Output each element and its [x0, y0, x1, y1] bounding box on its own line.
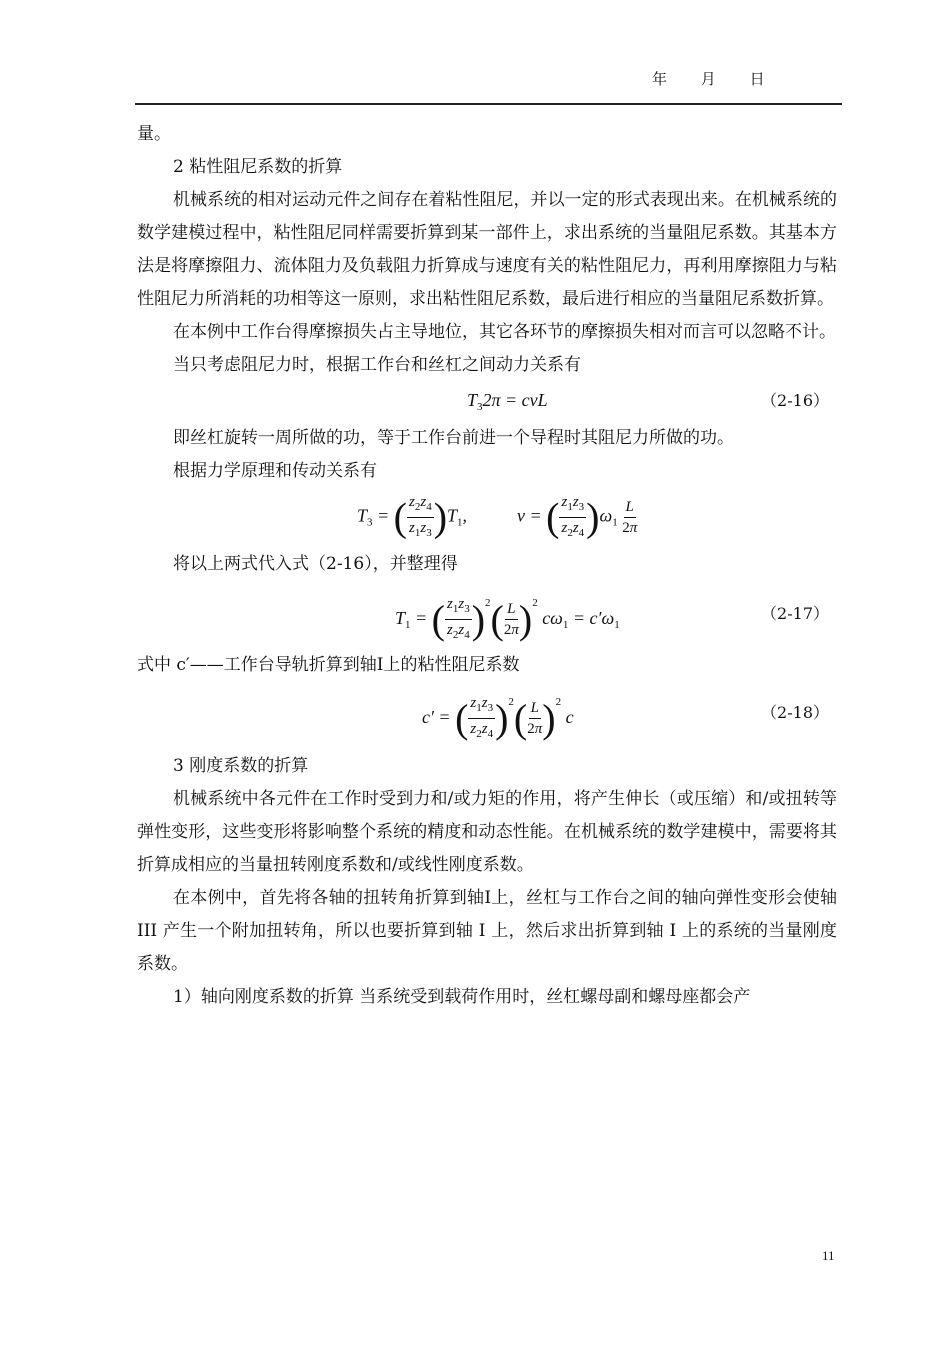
section-heading-3: 3 刚度系数的折算	[173, 756, 309, 776]
paragraph: 根据力学原理和传动关系有	[173, 461, 377, 481]
equation-2-17	[137, 581, 837, 649]
header-day: 日	[749, 70, 765, 88]
equation-body: v = ( $\frac{z_1z_3}{z_2z_4}$ )$\omega_1$ $\frac{L}{2\pi}$	[517, 494, 638, 540]
equation-number: （2-18）	[761, 703, 829, 722]
paragraph: 在本例中工作台得摩擦损失占主导地位，其它各环节的摩擦损失相对而言可以忽略不计。	[173, 322, 836, 342]
equation-body: $T_1$ = ( $\frac{z_1z_3}{z_2z_4}$ )$^2$( $\frac{L}{2\pi}$ )$^2$ $c\omega_1 = c'\omega_1$	[395, 596, 620, 642]
paragraph: 在本例中，首先将各轴的扭转角折算到轴Ⅰ上，丝杠与工作台之间的轴向弹性变形会使轴 III 产生一个附加扭转角，所以也要折算到轴 Ⅰ 上，然后求出折算到轴 Ⅰ 上的系统的当量刚度系数。	[137, 888, 837, 974]
paragraph: 即丝杠旋转一周所做的功，等于工作台前进一个导程时其阻尼力所做的功。	[173, 428, 734, 448]
paragraph: 将以上两式代入式（2-16），并整理得	[173, 554, 458, 574]
paragraph-definition: 式中 c′——工作台导轨折算到轴Ⅰ上的粘性阻尼系数	[137, 655, 520, 675]
paragraph-continued: 量。	[137, 124, 171, 144]
paragraph: 当只考虑阻尼力时，根据工作台和丝杠之间动力关系有	[173, 355, 581, 375]
page-number: 11	[822, 1248, 835, 1263]
header-month: 月	[700, 70, 716, 88]
paragraph: 机械系统中各元件在工作时受到力和/或力矩的作用，将产生伸长（或压缩）和/或扭转等弹性变形，这些变形将影响整个系统的精度和动态性能。在机械系统的数学建模中，需要将其折算成相应的当量扭转刚度系数和/或线性刚度系数。	[137, 789, 837, 875]
section-heading-2: 2 粘性阻尼系数的折算	[173, 157, 343, 177]
equation-2-16	[137, 382, 837, 422]
equation-transmission	[137, 488, 837, 548]
paragraph: 机械系统的相对运动元件之间存在着粘性阻尼，并以一定的形式表现出来。在机械系统的数学建模过程中，粘性阻尼同样需要折算到某一部件上，求出系统的当量阻尼系数。其基本方法是将摩擦阻力、流体阻力及负载阻力折算成与速度有关的粘性阻尼力，再利用摩擦阻力与粘性阻尼力所消耗的功相等这一原则，求出粘性阻尼系数，最后进行相应的当量阻尼系数折算。	[137, 190, 837, 309]
header-date	[652, 68, 832, 89]
paragraph: 1）轴向刚度系数的折算 当系统受到载荷作用时，丝杠螺母副和螺母座都会产	[173, 987, 751, 1007]
equation-body: $T_3$ = ( $\frac{z_2z_4}{z_1z_3}$ )$T_1$,	[357, 494, 468, 540]
page-body	[137, 118, 837, 1014]
equation-number: （2-16）	[761, 391, 829, 410]
header-rule	[135, 103, 842, 105]
equation-2-18	[137, 682, 837, 750]
equation-body: c′ = ( $\frac{z_1z_3}{z_2z_4}$ )$^2$( $\frac{L}{2\pi}$ )$^2$ c	[422, 695, 574, 741]
equation-body: $T_32\pi$ = cvL	[467, 390, 548, 413]
header-year: 年	[652, 70, 668, 88]
equation-number: （2-17）	[761, 604, 829, 623]
